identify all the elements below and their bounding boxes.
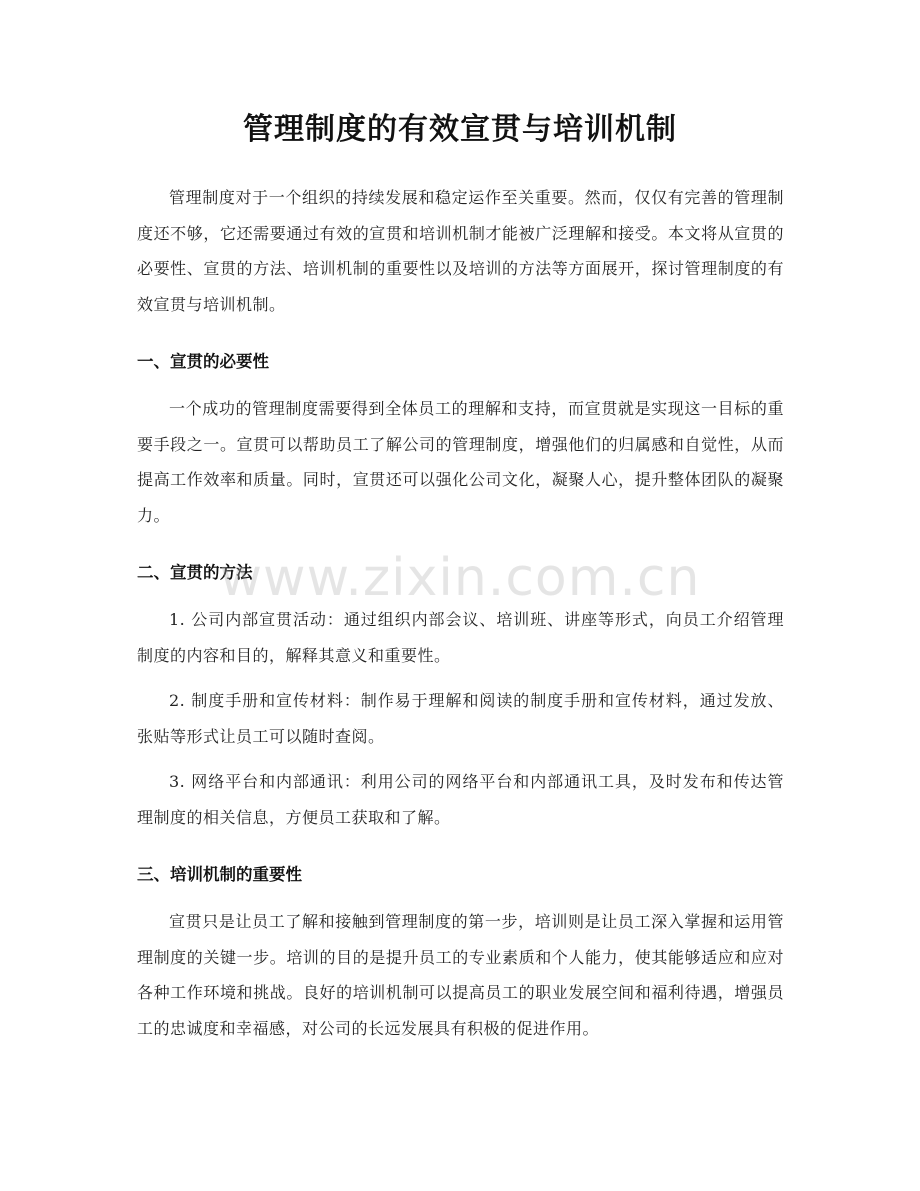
section-training-importance [137, 857, 784, 1046]
section-paragraph: 宣贯只是让员工了解和接触到管理制度的第一步，培训则是让员工深入掌握和运用管理制度的关键一步。培训的目的是提升员工的专业素质和个人能力，使其能够适应和应对各种工作环境和挑战。良好的培训机制可以提高员工的职业发展空间和福利待遇，增强员工的忠诚度和幸福感，对公司的长远发展具有积极的促进作用。 [137, 912, 784, 1038]
section-paragraph: 一个成功的管理制度需要得到全体员工的理解和支持，而宣贯就是实现这一目标的重要手段之一。宣贯可以帮助员工了解公司的管理制度，增强他们的归属感和自觉性，从而提高工作效率和质量。同时，宣贯还可以强化公司文化，凝聚人心，提升整体团队的凝聚力。 [137, 399, 784, 525]
section-necessity [137, 344, 784, 533]
document-title: 管理制度的有效宣贯与培训机制 [243, 112, 677, 147]
intro-paragraph: 管理制度对于一个组织的持续发展和稳定运作至关重要。然而，仅仅有完善的管理制度还不够，它还需要通过有效的宣贯和培训机制才能被广泛理解和接受。本文将从宣贯的必要性、宣贯的方法、培训机制的重要性以及培训的方法等方面展开，探讨管理制度的有效宣贯与培训机制。 [137, 188, 784, 314]
list-item: 2. 制度手册和宣传材料：制作易于理解和阅读的制度手册和宣传材料，通过发放、张贴等形式让员工可以随时查阅。 [137, 691, 784, 746]
watermark-text: www.zixin.com.cn [219, 548, 701, 608]
document-body [137, 180, 784, 1046]
section-heading: 三、培训机制的重要性 [137, 865, 302, 884]
section-methods [137, 555, 784, 835]
list-item: 3. 网络平台和内部通讯：利用公司的网络平台和内部通讯工具，及时发布和传达管理制度的相关信息，方便员工获取和了解。 [137, 772, 784, 827]
section-heading: 二、宣贯的方法 [137, 563, 253, 582]
list-item: 1. 公司内部宣贯活动：通过组织内部会议、培训班、讲座等形式，向员工介绍管理制度的内容和目的，解释其意义和重要性。 [137, 610, 784, 665]
section-heading: 一、宣贯的必要性 [137, 352, 269, 371]
